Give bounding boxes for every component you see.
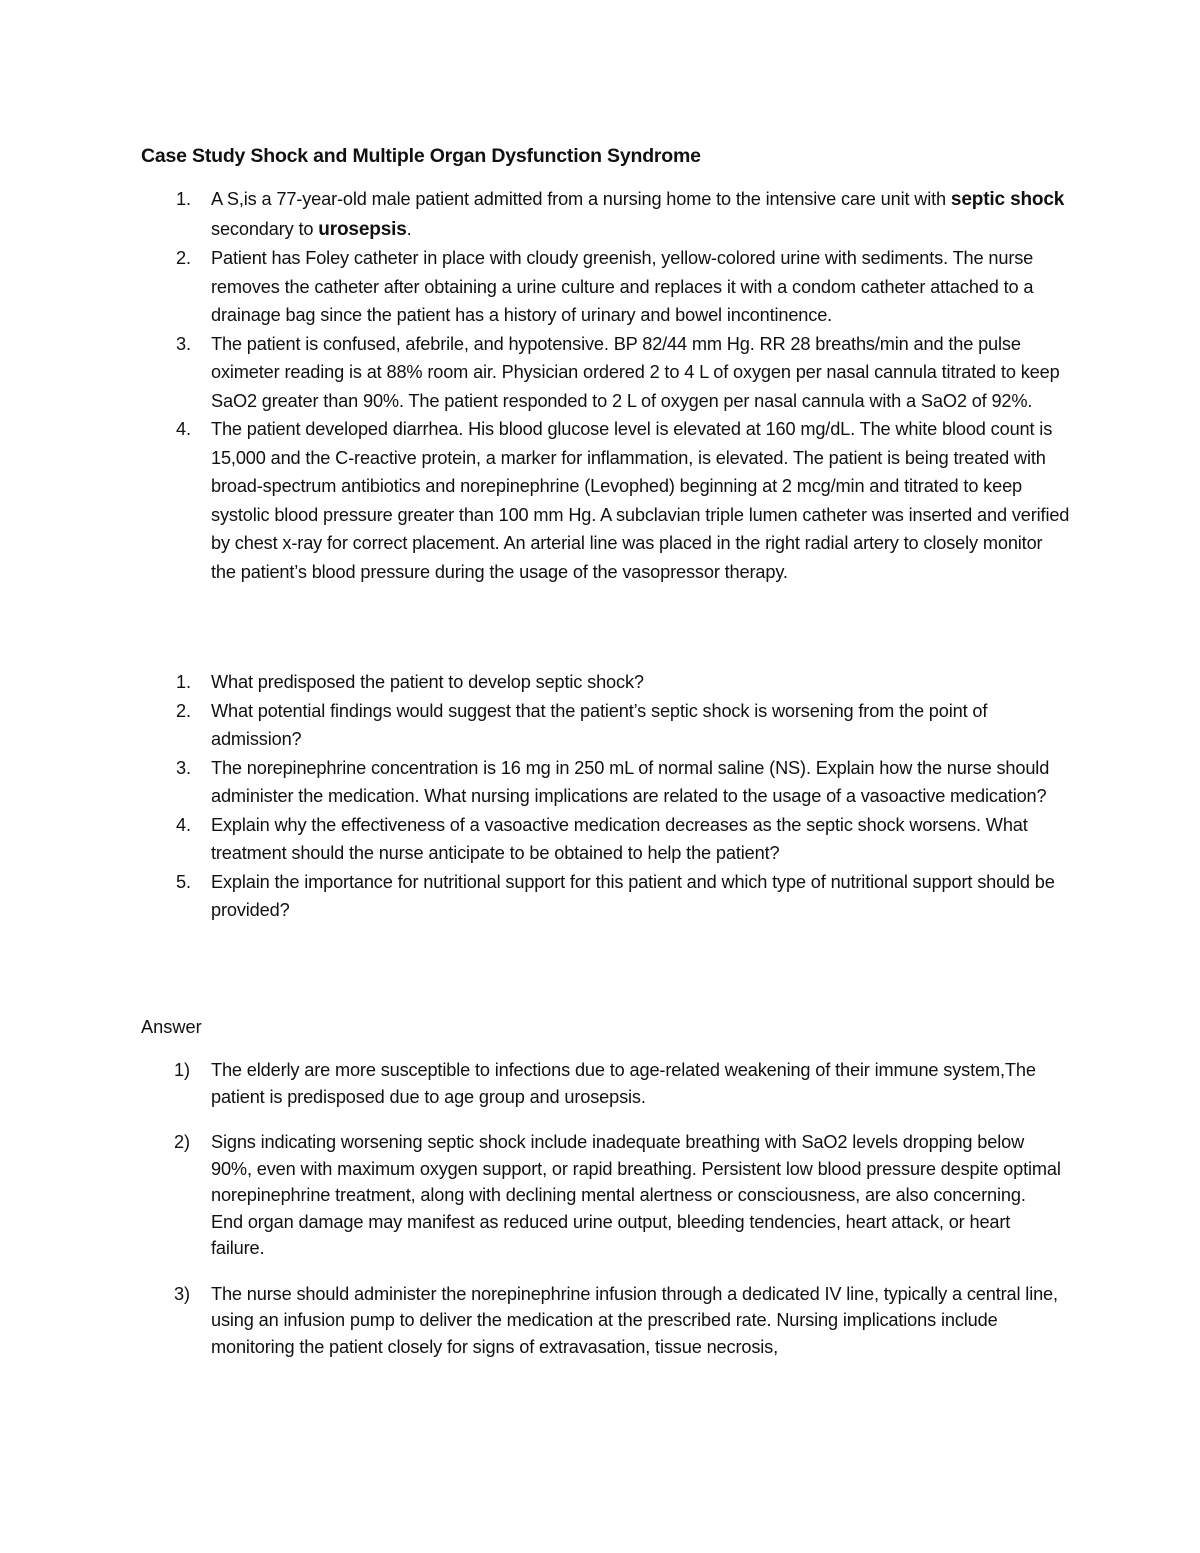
- case-text: The patient developed diarrhea. His blood glucose level is elevated at 160 mg/dL. The white blood count is 15,000 and the C-reactive protein, a marker for inflammation, is elevated. The patient is being treated with broad-spectrum antibiotics and norepinephrine (Levophed) beginning at 2 mcg/min and titrated to keep systolic blood pressure greater than 100 mm Hg. A subclavian triple lumen catheter was inserted and verified by chest x-ray for correct placement. An arterial line was placed in the right radial artery to closely monitor the patient’s blood pressure during the usage of the vasopressor therapy.: [211, 419, 1070, 582]
- document-title: Case Study Shock and Multiple Organ Dysfunction Syndrome: [141, 145, 701, 167]
- list-number: 1.: [176, 672, 191, 692]
- list-number: 3): [174, 1283, 190, 1304]
- list-number: 4.: [176, 814, 191, 835]
- questions-list: [0, 668, 1200, 925]
- case-text: .: [406, 218, 412, 239]
- question-text: The norepinephrine concentration is 16 mg in 250 mL of normal saline (NS). Explain how the nurse should administer the medication. What nursing implications are related to the usage of a vasoactive medication?: [211, 757, 1050, 806]
- question-text: Explain why the effectiveness of a vasoactive medication decreases as the septic shock worsens. What treatment should the nurse anticipate to be obtained to help the patient?: [211, 814, 1028, 863]
- list-item: [0, 811, 1071, 868]
- answer-text: The nurse should administer the norepinephrine infusion through a dedicated IV line, typically a central line, using an infusion pump to deliver the medication at the prescribed rate. Nursing implications include monitoring the patient closely for signs of extravasation, tissue necrosis,: [211, 1283, 1058, 1357]
- list-item: [0, 330, 1071, 416]
- answer-text: The elderly are more susceptible to infections due to age-related weakening of their immune system,The patient is predisposed due to age group and urosepsis.: [211, 1060, 1036, 1107]
- list-item: [0, 244, 1071, 330]
- list-item: [0, 868, 1071, 925]
- list-item: [0, 185, 1071, 244]
- list-item: [0, 697, 1071, 754]
- answers-list: [0, 1057, 1200, 1379]
- question-text: What predisposed the patient to develop septic shock?: [211, 672, 644, 692]
- list-number: 2): [174, 1132, 190, 1152]
- list-number: 2.: [176, 248, 191, 268]
- list-number: 1): [174, 1060, 190, 1080]
- list-item: [0, 1129, 1061, 1262]
- case-details-list: [0, 185, 1200, 586]
- list-number: 2.: [176, 700, 191, 721]
- list-item: [0, 415, 1071, 586]
- list-number: 3.: [176, 333, 191, 354]
- answer-text: Signs indicating worsening septic shock include inadequate breathing with SaO2 levels dropping below 90%, even with maximum oxygen support, or rapid breathing. Persistent low blood pressure despite optimal norepinephrine treatment, along with declining mental alertness or consciousness, are also concerning. End organ damage may manifest as reduced urine output, bleeding tendencies, heart attack, or heart failure.: [211, 1132, 1061, 1258]
- list-number: 3.: [176, 757, 191, 778]
- list-number: 4.: [176, 419, 191, 439]
- bold-term-septic-shock: septic shock: [950, 189, 1065, 210]
- list-item: [0, 1281, 1061, 1361]
- list-item: [0, 754, 1071, 811]
- list-number: 5.: [176, 871, 191, 892]
- question-text: Explain the importance for nutritional support for this patient and which type of nutritional support should be provided?: [211, 871, 1055, 920]
- case-text: Patient has Foley catheter in place with cloudy greenish, yellow-colored urine with sediments. The nurse removes the catheter after obtaining a urine culture and replaces it with a condom catheter attached to a drainage bag since the patient has a history of urinary and bowel incontinence.: [211, 248, 1034, 325]
- list-item: [0, 1057, 1061, 1110]
- case-text: A S,is a 77-year-old male patient admitted from a nursing home to the intensive care unit with: [211, 189, 951, 209]
- case-text: secondary to: [211, 218, 319, 239]
- list-item: [0, 668, 1071, 697]
- bold-term-urosepsis: urosepsis: [318, 218, 407, 240]
- case-text: The patient is confused, afebrile, and hypotensive. BP 82/44 mm Hg. RR 28 breaths/min and the pulse oximeter reading is at 88% room air. Physician ordered 2 to 4 L of oxygen per nasal cannula titrated to keep SaO2 greater than 90%. The patient responded to 2 L of oxygen per nasal cannula with a SaO2 of 92%.: [211, 333, 1060, 411]
- question-text: What potential findings would suggest that the patient’s septic shock is worsening from the point of admission?: [211, 700, 988, 749]
- answer-heading: Answer: [141, 1017, 202, 1037]
- list-number: 1.: [176, 189, 191, 209]
